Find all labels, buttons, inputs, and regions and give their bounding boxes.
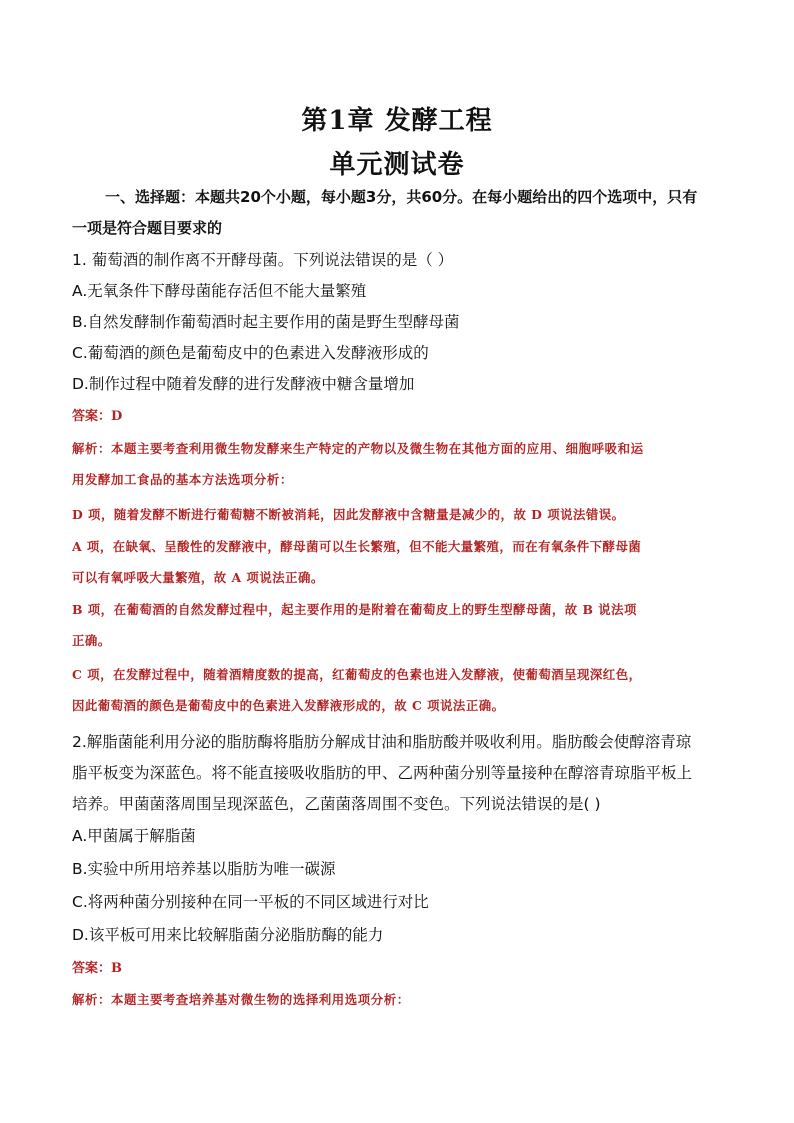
question-2-option-d: D.该平板可用来比较解脂菌分泌脂肪酶的能力 — [72, 926, 384, 944]
question-1-analysis-a-1: A 项，在缺氧、呈酸性的发酵液中，酵母菌可以生长繁殖，但不能大量繁殖，而在有氧条件下酵母菌 — [72, 539, 642, 554]
chapter-title: 第1章 发酵工程 — [301, 106, 493, 136]
question-1-stem: 1. 葡萄酒的制作离不开酵母菌。下列说法错误的是（ ） — [72, 251, 454, 269]
section-heading-line-1: 一、选择题：本题共20个小题，每小题3分，共60分。在每小题给出的四个选项中，只有 — [105, 188, 698, 206]
question-2-stem-3: 培养。甲菌菌落周围呈现深蓝色，乙菌菌落周围不变色。下列说法错误的是( ) — [72, 795, 601, 813]
question-1-analysis-b-2: 正确。 — [72, 633, 111, 648]
question-1-analysis-intro-1: 解析：本题主要考查利用微生物发酵来生产特定的产物以及微生物在其他方面的应用、细胞呼吸和运 — [72, 441, 644, 456]
question-1-analysis-a-2: 可以有氧呼吸大量繁殖，故 A 项说法正确。 — [72, 570, 324, 585]
question-1-answer: 答案：D — [72, 409, 123, 424]
question-1-option-a: A.无氧条件下酵母菌能存活但不能大量繁殖 — [72, 282, 367, 300]
question-1-option-d: D.制作过程中随着发酵的进行发酵液中糖含量增加 — [72, 375, 415, 393]
question-1-analysis-d: D 项，随着发酵不断进行葡萄糖不断被消耗，因此发酵液中含糖量是减少的，故 D 项说法错误。 — [72, 507, 625, 522]
question-2-option-a: A.甲菌属于解脂菌 — [72, 827, 196, 845]
question-1-analysis-c-2: 因此葡萄酒的颜色是葡萄皮中的色素进入发酵液形成的，故 C 项说法正确。 — [72, 698, 505, 713]
question-2-analysis-intro: 解析：本题主要考查培养基对微生物的选择利用选项分析： — [72, 992, 410, 1007]
question-1-option-b: B.自然发酵制作葡萄酒时起主要作用的菌是野生型酵母菌 — [72, 313, 460, 331]
test-title: 单元测试卷 — [329, 150, 465, 180]
question-2-stem-1: 2.解脂菌能利用分泌的脂肪酶将脂肪分解成甘油和脂肪酸并吸收利用。脂肪酸会使醇溶青琼 — [72, 733, 692, 751]
question-1-analysis-b-1: B 项，在葡萄酒的自然发酵过程中，起主要作用的是附着在葡萄皮上的野生型酵母菌，故 B 说法项 — [72, 602, 637, 617]
question-2-stem-2: 脂平板变为深蓝色。将不能直接吸收脂肪的甲、乙两种菌分别等量接种在醇溶青琼脂平板上 — [72, 764, 693, 782]
question-2-answer: 答案：B — [72, 961, 122, 976]
question-2-option-b: B.实验中所用培养基以脂肪为唯一碳源 — [72, 860, 336, 878]
question-1-option-c: C.葡萄酒的颜色是葡萄皮中的色素进入发酵液形成的 — [72, 344, 429, 362]
question-1-analysis-intro-2: 用发酵加工食品的基本方法选项分析： — [72, 472, 293, 487]
question-2-option-c: C.将两种菌分别接种在同一平板的不同区域进行对比 — [72, 893, 429, 911]
section-heading-line-2: 一项是符合题目要求的 — [72, 219, 223, 237]
question-1-analysis-c-1: C 项，在发酵过程中，随着酒精度数的提高，红葡萄皮的色素也进入发酵液，使葡萄酒呈现深红色， — [72, 667, 642, 682]
